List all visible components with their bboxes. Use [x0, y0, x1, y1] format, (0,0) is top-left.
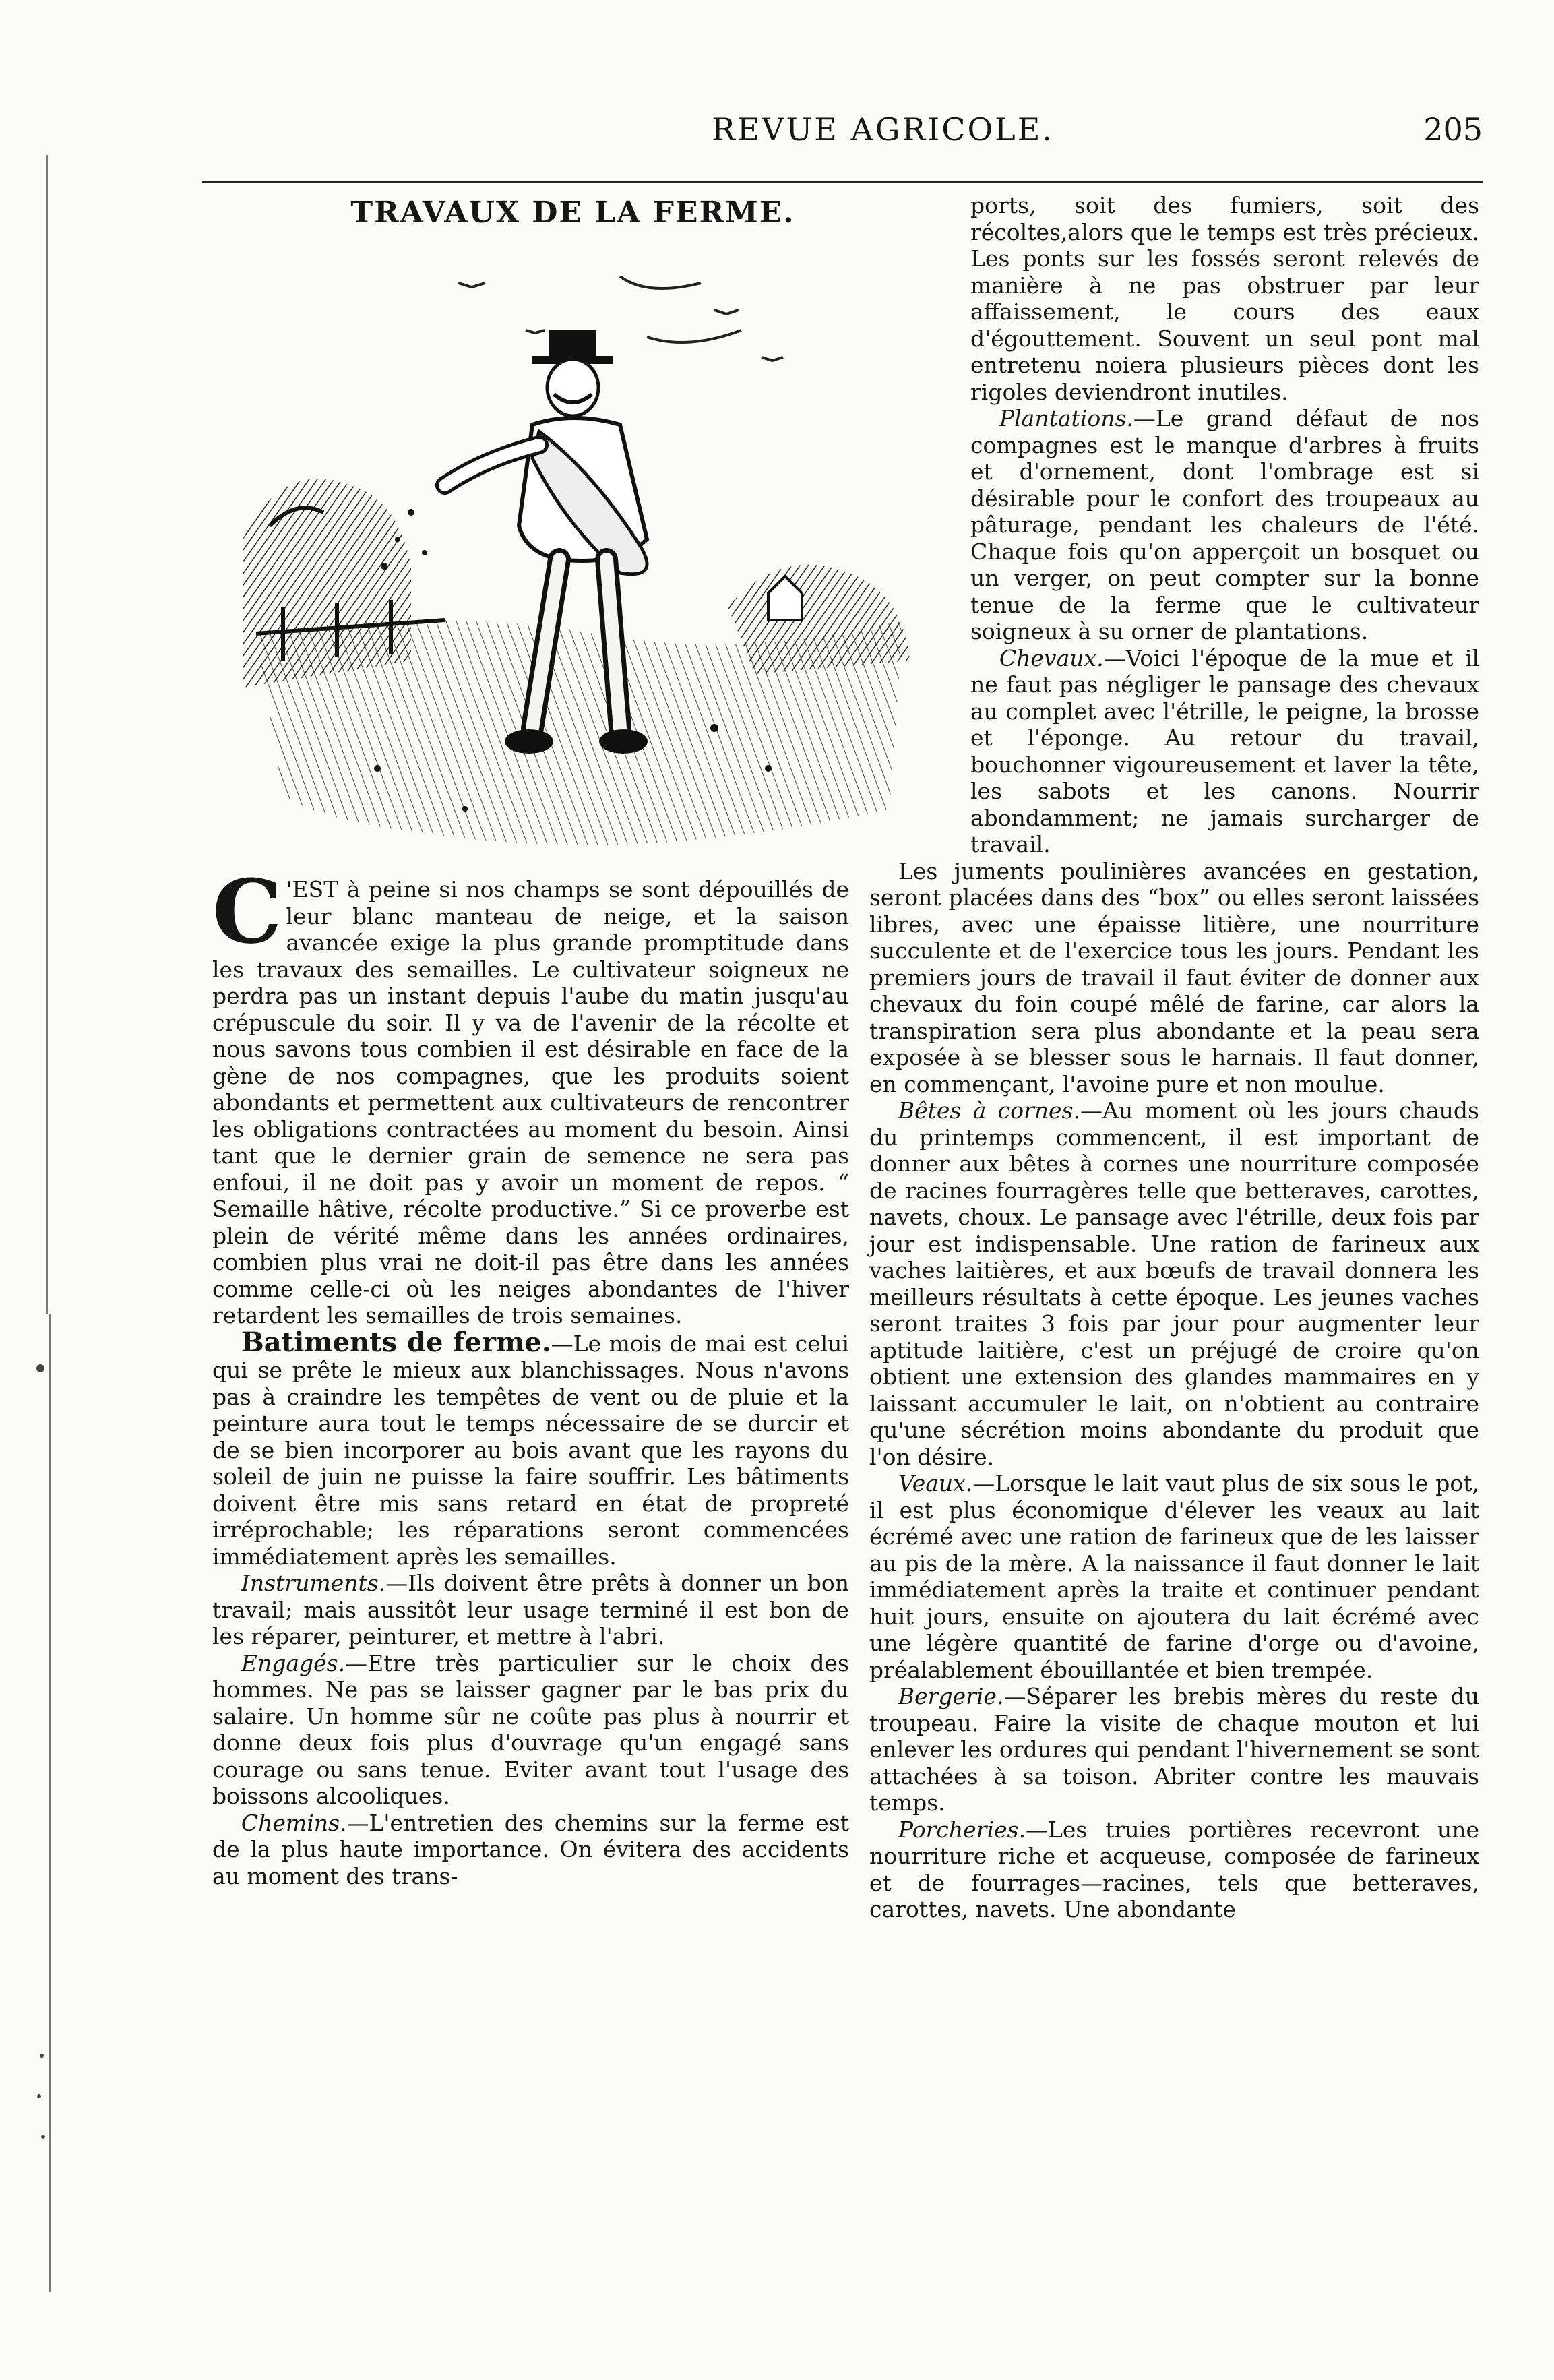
section-paragraph: [212, 1650, 849, 1810]
section-text: —Le mois de mai est celui qui se prête le mieux aux blanchissages. Nous n'avons pas à craindre les tempêtes de vent ou de pluie et la peinture aura tout le temps nécessaire de se durcir et de se bien incorporer au bois avant que les rayons du soleil de juin ne puisse la faire souffrir. Les bâtiments doivent être mis sans retard en état de propreté irréprochable; les réparations seront commencées immédiatement après les semailles.: [212, 1330, 849, 1570]
intro-paragraph: [212, 860, 849, 1329]
section-lead: Porcheries.: [898, 1816, 1026, 1843]
section-paragraph: [970, 645, 1479, 858]
left-column: [212, 860, 849, 1889]
article-title: TRAVAUX DE LA FERME.: [350, 195, 795, 230]
section-paragraph: [869, 858, 1479, 1098]
section-lead: Veaux.: [898, 1470, 973, 1496]
header-rule: [202, 181, 1483, 183]
section-paragraph: [869, 1683, 1479, 1817]
continuation-paragraph: ports, soit des fumiers, soit des récoltes,alors que le temps est très précieux. Les ponts sur les fossés seront relevés de manière à ne pas obstruer par leur affaissement, le cours des eaux d'égouttement. Souvent un seul pont mal entretenu noiera plusieurs pièces dont les rigoles deviendront inutiles.: [970, 192, 1479, 405]
section-text: —Les truies portières recevront une nourriture riche et acqueuse, composée de farineux et de fourrages—racines, tels que betteraves, carottes, navets. Une abondante: [869, 1816, 1479, 1922]
right-column: [869, 192, 1479, 1923]
section-text: —Voici l'époque de la mue et il ne faut pas négliger le pansage des chevaux au complet avec l'étrille, le peigne, la brosse et l'éponge. Au retour du travail, bouchonner vigoureusement et laver la tête, les sabots et les canons. Nourrir abondamment; ne jamais surcharger de travail.: [970, 644, 1479, 857]
section-text: Les juments poulinières avancées en gestation, seront placées dans des “box” ou elles seront laissées libres, avec une épaisse litière, une nourriture succulente et de l'exercice tous les jours. Pendant les premiers jours de travail il faut éviter de donner aux chevaux du foin coupé mêlé de farine, car alors la transpiration sera plus abondante et la peau sera exposée à se blesser sous le harnais. Il faut donner, en commençant, l'avoine pure et non moulue.: [869, 857, 1479, 1097]
page-header: [101, 111, 1483, 158]
section-lead: Bêtes à cornes.: [898, 1097, 1080, 1124]
section-text: —Le grand défaut de nos compagnes est le manque d'arbres à fruits et d'ornement, dont l'ombrage est si désirable pour le confort des troupeaux au pâturage, pendant les chaleurs de l'été. Chaque fois qu'on apperçoit un bosquet ou un verger, on peut compter sur la bonne tenue de la ferme que le cultivateur soigneux à su orner de plantations.: [970, 405, 1479, 644]
section-lead: Batiments de ferme.: [241, 1326, 551, 1358]
section-lead: Instruments.: [241, 1570, 386, 1596]
section-paragraph: [212, 1810, 849, 1890]
section-paragraph: [970, 405, 1479, 645]
running-title: REVUE AGRICOLE.: [712, 111, 1054, 148]
margin-scan-marks: [27, 101, 54, 2325]
section-paragraph: [212, 1326, 849, 1570]
section-paragraph: [869, 1470, 1479, 1683]
section-paragraph: [869, 1097, 1479, 1470]
intro-text: à peine si nos champs se sont dépouillés de leur blanc manteau de neige, et la saison avancée exige la plus grande promptitude dans les travaux des semailles. Le cultivateur soigneux ne perdra pas un instant depuis l'aube du matin jusqu'au crépuscule du soir. Il y va de l'avenir de la récolte et nous savons tous combien il est désirable en face de la gène de nos compagnes, que les produits soient abondants et permettent aux cultivateurs de rencontrer les obligations contractées au moment du besoin. Ainsi tant que le dernier grain de semence ne sera pas enfoui, il ne doit pas y avoir un moment de repos. “ Semaille hâtive, récolte productive.” Si ce proverbe est plein de vérité même dans les années ordinaires, combien plus vrai ne doit-il pas être dans les années comme celle-ci où les neiges abondantes de l'hiver retardent les semailles de trois semaines.: [212, 876, 849, 1329]
section-text: —Au moment où les jours chauds du printemps commencent, il est important de donner aux bêtes à cornes une nourriture composée de racines fourragères telle que betteraves, carottes, navets, choux. Le pansage avec l'étrille, deux fois par jour est indispensable. Une ration de farineux aux vaches laitières, et aux bœufs de travail donnera les meilleurs résultats à cette époque. Les jeunes vaches seront traites 3 fois par jour pour augmenter leur aptitude laitière, c'est un préjugé de croire qu'on obtient une extension des glandes mammaires en y laissant accumuler le lait, on n'obtient au contraire qu'une sécrétion moins abondante du produit que l'on désire.: [869, 1097, 1479, 1470]
section-paragraph: [212, 1570, 849, 1650]
section-lead: Chevaux.: [999, 644, 1104, 671]
page-number: 205: [1423, 111, 1483, 148]
section-text: —L'entretien des chemins sur la ferme est de la plus haute importance. On évitera des accidents au moment des trans-: [212, 1809, 849, 1889]
dropcap: C: [212, 860, 282, 963]
intro-smallcaps: 'EST: [286, 876, 339, 903]
section-lead: Chemins.: [241, 1809, 347, 1836]
section-lead: Engagés.: [241, 1649, 346, 1676]
section-lead: Bergerie.: [898, 1683, 1004, 1709]
sower-illustration: [243, 256, 916, 883]
section-paragraph: [869, 1817, 1479, 1923]
section-text: —Etre très particulier sur le choix des hommes. Ne pas se laisser gagner par le bas prix du salaire. Un homme sûr ne coûte pas plus à nourrir et donne deux fois plus d'ouvrage qu'un engagé sans courage ou sans tenue. Eviter avant tout l'usage des boissons alcooliques.: [212, 1649, 849, 1809]
section-lead: Plantations.: [999, 405, 1133, 431]
section-text: —Lorsque le lait vaut plus de six sous le pot, il est plus économique d'élever les veaux au lait écrémé avec une ration de farineux que de les laisser au pis de la mère. A la naissance il faut donner le lait immédiatement après la traite et continuer pendant huit jours, ensuite on ajoutera du lait écrémé avec une légère quantité de farine d'orge ou d'avoine, préalablement ébouillantée et bien trempée.: [869, 1470, 1479, 1683]
section-text: —Séparer les brebis mères du reste du troupeau. Faire la visite de chaque mouton et lui enlever les ordures qui pendant l'hivernement se sont attachées à sa toison. Abriter contre les mauvais temps.: [869, 1683, 1479, 1816]
section-text: —Ils doivent être prêts à donner un bon travail; mais aussitôt leur usage terminé il est bon de les réparer, peinturer, et mettre à l'abri.: [212, 1570, 849, 1649]
